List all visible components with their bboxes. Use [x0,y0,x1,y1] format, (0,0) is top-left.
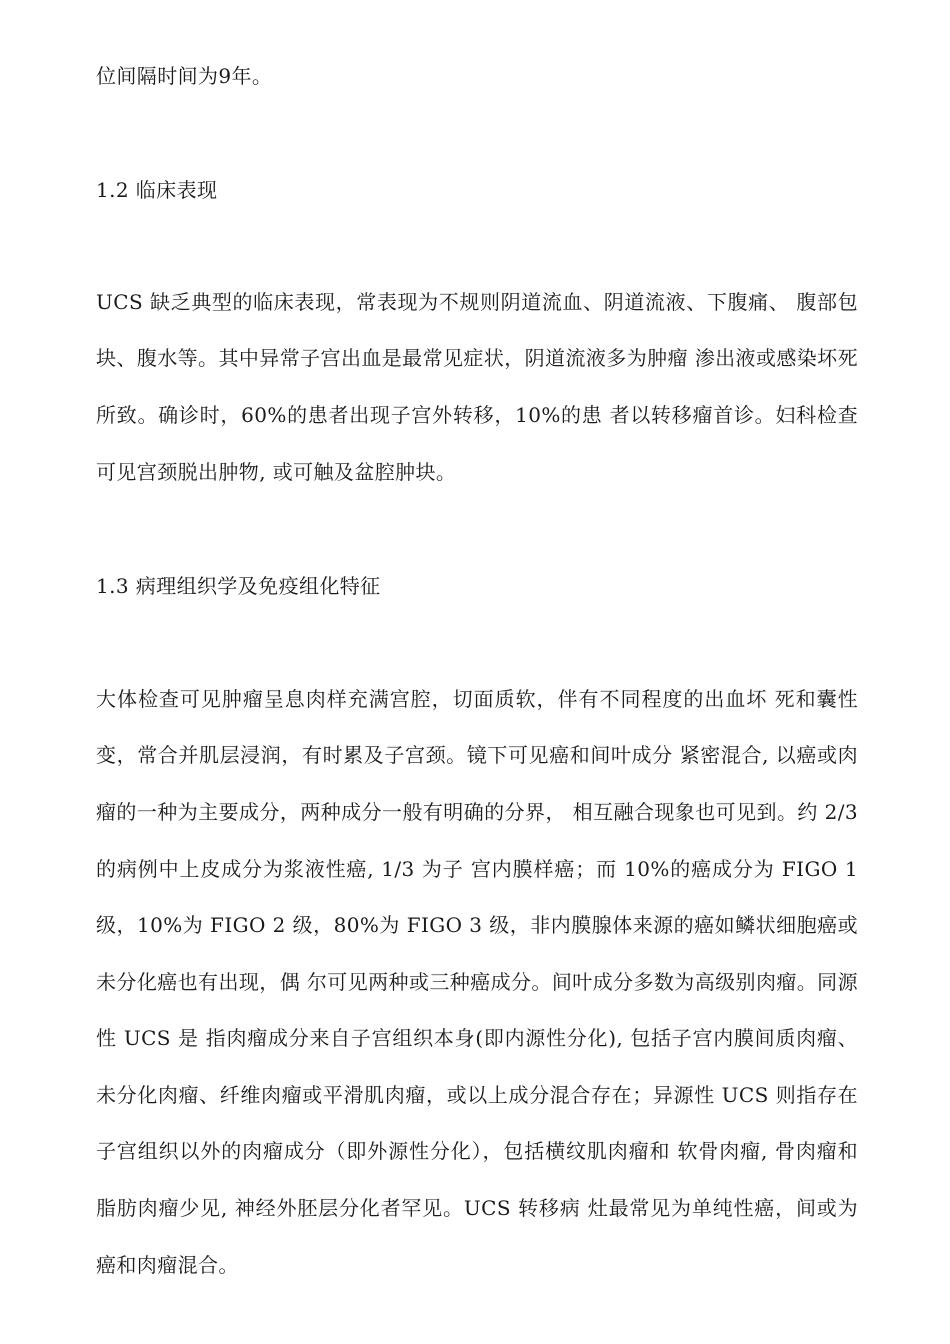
paragraph-line: 所致。确诊时，60%的患者出现子宫外转移，10%的患 者以转移瘤首诊。妇科检查 [96,403,858,427]
paragraph-line: 的病例中上皮成分为浆液性癌, 1/3 为子 宫内膜样癌；而 10%的癌成分为 FIGO 1 [96,857,858,881]
paragraph-line: 块、腹水等。其中异常子宫出血是最常见症状，阴道流液多为肿瘤 渗出液或感染坏死 [96,346,858,370]
paragraph-line: 癌和肉瘤混合。 [96,1253,239,1277]
section-heading-1-2: 1.2 临床表现 [96,178,218,202]
paragraph-line: 脂肪肉瘤少见, 神经外胚层分化者罕见。UCS 转移病 灶最常见为单纯性癌，间或为 [96,1196,858,1220]
paragraph-line: 级，10%为 FIGO 2 级，80%为 FIGO 3 级，非内膜腺体来源的癌如鳞状细胞癌或 [96,913,858,937]
paragraph-line: 变，常合并肌层浸润，有时累及子宫颈。镜下可见癌和间叶成分 紧密混合, 以癌或肉 [96,743,858,767]
paragraph-line: 可见宫颈脱出肿物, 或可触及盆腔肿块。 [96,460,457,484]
section-heading-1-3: 1.3 病理组织学及免疫组化特征 [96,574,381,598]
paragraph-line: 子宫组织以外的肉瘤成分（即外源性分化），包括横纹肌肉瘤和 软骨肉瘤, 骨肉瘤和 [96,1139,858,1163]
paragraph-line: 未分化肉瘤、纤维肉瘤或平滑肌肉瘤，或以上成分混合存在；异源性 UCS 则指存在 [96,1083,858,1107]
paragraph-line: 未分化癌也有出现，偶 尔可见两种或三种癌成分。间叶成分多数为高级别肉瘤。同源 [96,970,858,994]
paragraph-line: UCS 缺乏典型的临床表现，常表现为不规则阴道流血、阴道流液、下腹痛、 腹部包 [96,290,858,314]
paragraph-line: 性 UCS 是 指肉瘤成分来自子宫组织本身(即内源性分化), 包括子宫内膜间质肉瘤、 [96,1026,858,1050]
paragraph-line: 位间隔时间为9年。 [96,64,273,88]
paragraph-line: 瘤的一种为主要成分，两种成分一般有明确的分界， 相互融合现象也可见到。约 2/3 [96,800,858,824]
paragraph-line: 大体检查可见肿瘤呈息肉样充满宫腔，切面质软，伴有不同程度的出血坏 死和囊性 [96,687,858,711]
